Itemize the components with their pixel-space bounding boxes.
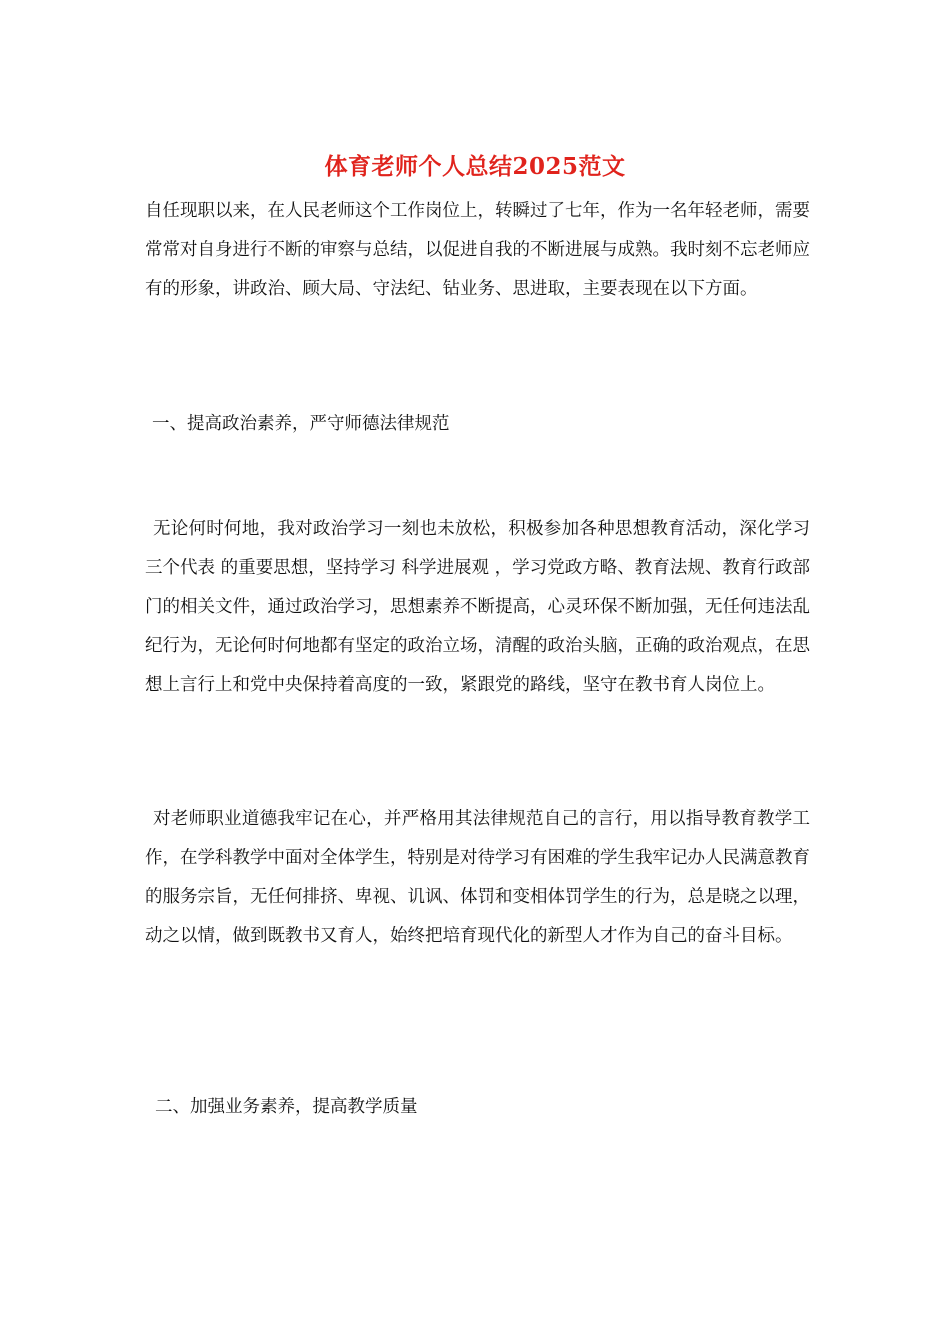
section-1-heading: 一、提高政治素养，严守师德法律规范 [152, 414, 450, 434]
intro-paragraph: 自任现职以来，在人民老师这个工作岗位上，转瞬过了七年，作为一名年轻老师，需要常常对自身进行不断的审察与总结，以促进自我的不断进展与成熟。我时刻不忘老师应有的形象，讲政治、顾大局、守法纪、钻业务、思进取，主要表现在以下方面。 [145, 201, 810, 299]
section-1-paragraph-1: 无论何时何地，我对政治学习一刻也未放松，积极参加各种思想教育活动，深化学习 三个代表 的重要思想，坚持学习 科学进展观 ，学习党政方略、教育法规、教育行政部门的相关文件，通过政治学习，思想素养不断提高，心灵环保不断加强，无任何违法乱纪行为，无论何时何地都有坚定的政治立场，清醒的政治头脑，正确的政治观点，在思想上言行上和党中央保持着高度的一致，紧跟党的路线，坚守在教书育人岗位上。 [145, 519, 810, 695]
document-title: 体育老师个人总结2025范文 [324, 153, 626, 180]
section-1-paragraph-2: 对老师职业道德我牢记在心，并严格用其法律规范自己的言行，用以指导教育教学工作，在学科教学中面对全体学生，特别是对待学习有困难的学生我牢记办人民满意教育的服务宗旨，无任何排挤、卑视、讥讽、体罚和变相体罚学生的行为，总是晓之以理，动之以情，做到既教书又育人，始终把培育现代化的新型人才作为自己的奋斗目标。 [145, 809, 810, 946]
section-2-heading: 二、加强业务素养，提高教学质量 [155, 1097, 418, 1117]
